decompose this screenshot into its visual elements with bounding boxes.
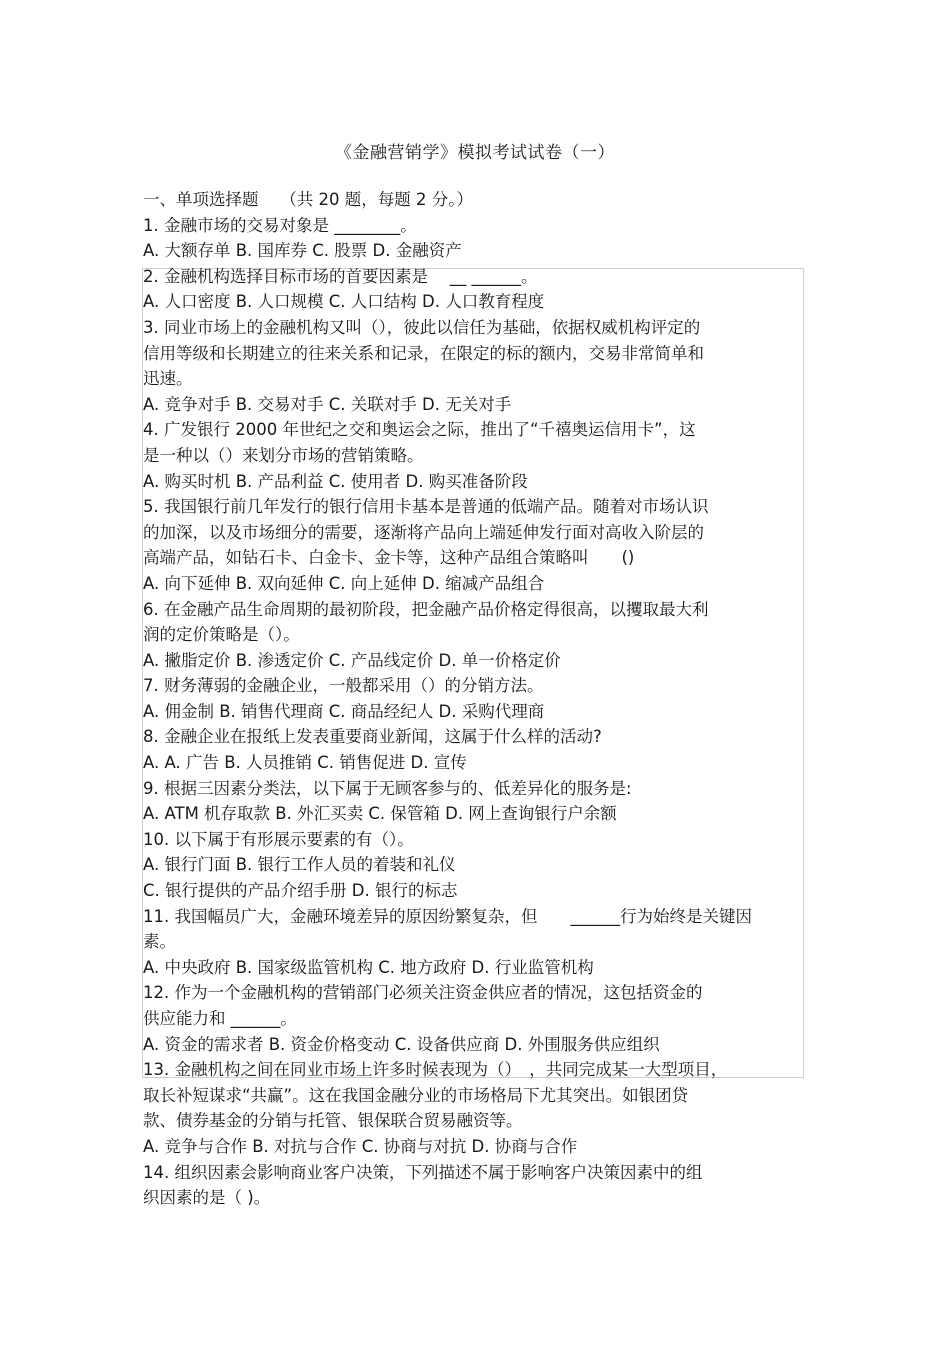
text-line: A. ATM 机存取款 B. 外汇买卖 C. 保管箱 D. 网上查询银行户余额 — [143, 804, 617, 824]
text-line: A. 资金的需求者 B. 资金价格变动 C. 设备供应商 D. 外围服务供应组织 — [143, 1034, 660, 1054]
text-line: 织因素的是（ )。 — [143, 1188, 271, 1208]
text-line: A. 竞争与合作 B. 对抗与合作 C. 协商与对抗 D. 协商与合作 — [143, 1136, 578, 1156]
exam-body — [143, 187, 808, 1211]
text-line: 的加深，以及市场细分的需要，逐渐将产品向上端延伸发行面对高收入阶层的 — [143, 522, 704, 542]
text-line: C. 银行提供的产品介绍手册 D. 银行的标志 — [143, 881, 458, 901]
text-line: 润的定价策略是（）。 — [143, 625, 300, 645]
text-line: A. 撇脂定价 B. 渗透定价 C. 产品线定价 D. 单一价格定价 — [143, 650, 561, 670]
text-line: 14. 组织因素会影响商业客户决策，下列描述不属于影响客户决策因素中的组 — [143, 1162, 703, 1182]
text-line: A. 人口密度 B. 人口规模 C. 人口结构 D. 人口教育程度 — [143, 292, 545, 312]
text-line: 6. 在金融产品生命周期的最初阶段，把金融产品价格定得很高，以攫取最大利 — [143, 599, 709, 619]
text-line: 12. 作为一个金融机构的营销部门必须关注资金供应者的情况，这包括资金的 — [143, 983, 703, 1003]
text-line: 8. 金融企业在报纸上发表重要商业新闻，这属于什么样的活动? — [143, 727, 602, 747]
text-line: 4. 广发银行 2000 年世纪之交和奥运会之际，推出了“千禧奥运信用卡”，这 — [143, 420, 696, 440]
text-line: A. 竞争对手 B. 交易对手 C. 关联对手 D. 无关对手 — [143, 394, 512, 414]
text-line: 5. 我国银行前几年发行的银行信用卡基本是普通的低端产品。随着对市场认识 — [143, 497, 709, 517]
text-line: 迅速。 — [143, 369, 193, 389]
text-line: A. 银行门面 B. 银行工作人员的着装和礼仪 — [143, 855, 456, 875]
text-line: 素。 — [143, 932, 176, 952]
text-line: A. 大额存单 B. 国库券 C. 股票 D. 金融资产 — [143, 241, 462, 261]
text-line: 9. 根据三因素分类法，以下属于无顾客参与的、低差异化的服务是: — [143, 778, 632, 798]
text-line: 信用等级和长期建立的往来关系和记录，在限定的标的额内，交易非常简单和 — [143, 343, 704, 363]
text-line: 高端产品，如钻石卡、白金卡、金卡等，这种产品组合策略叫 () — [143, 548, 635, 568]
text-line: 3. 同业市场上的金融机构又叫（），彼此以信任为基础，依据权威机构评定的 — [143, 317, 701, 337]
text-line: A. 向下延伸 B. 双向延伸 C. 向上延伸 D. 缩减产品组合 — [143, 573, 545, 593]
text-line: A. 佣金制 B. 销售代理商 C. 商品经纪人 D. 采购代理商 — [143, 701, 545, 721]
text-line: 1. 金融市场的交易对象是 ________。 — [143, 215, 417, 235]
text-line: A. 购买时机 B. 产品利益 C. 使用者 D. 购买准备阶段 — [143, 471, 528, 491]
text-line: 11. 我国幅员广大，金融环境差异的原因纷繁复杂，但 ______行为始终是关键因 — [143, 906, 752, 926]
text-line: 13. 金融机构之间在同业市场上许多时候表现为（） ，共同完成某一大型项目， — [143, 1060, 728, 1080]
exam-title: 《金融营销学》模拟考试试卷（一） — [335, 143, 615, 163]
text-line: 供应能力和 ______。 — [143, 1009, 297, 1028]
text-line: A. A. 广告 B. 人员推销 C. 销售促进 D. 宣传 — [143, 753, 467, 773]
text-line: 7. 财务薄弱的金融企业，一般都采用（）的分销方法。 — [143, 676, 544, 696]
text-line: A. 中央政府 B. 国家级监管机构 C. 地方政府 D. 行业监管机构 — [143, 957, 594, 977]
text-line: 2. 金融机构选择目标市场的首要因素是 __ ______。 — [143, 266, 538, 286]
text-line: 是一种以（）来划分市场的营销策略。 — [143, 445, 424, 465]
text-line: 取长补短谋求“共赢”。这在我国金融分业的市场格局下尤其突出。如银团贷 — [143, 1085, 689, 1105]
text-line: 10. 以下属于有形展示要素的有（）。 — [143, 829, 414, 849]
text-line: 一、单项选择题 （共 20 题，每题 2 分。） — [143, 190, 473, 209]
text-line: 款、债券基金的分销与托管、银保联合贸易融资等。 — [143, 1111, 523, 1131]
